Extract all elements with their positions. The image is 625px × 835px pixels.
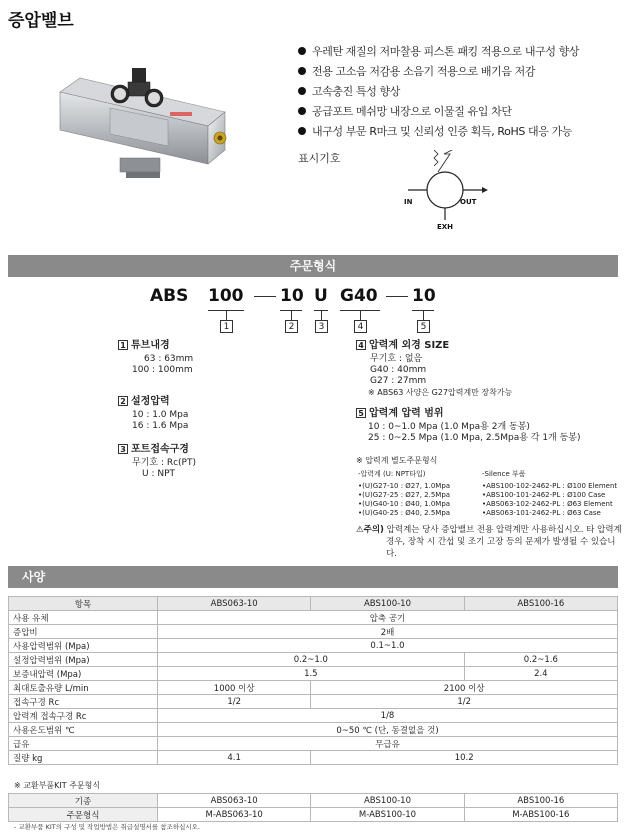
gauge-order-list: -압력계 (U: NPT타입) •(U)G27-10 : Ø27, 1.0Mpa •(U)G27-25 : Ø27, 2.5Mpa •(U)G40-10 : Ø40, 1.0Mpa •(U)G40-25 : Ø40, 2.5Mpa (358, 470, 451, 517)
spec-row-label: 질량 kg (9, 751, 158, 765)
spec-row-value: 4.1 (158, 751, 311, 765)
spec-row-value: 1/8 (158, 709, 618, 723)
spec-row-label: 압력계 접속구경 Rc (9, 709, 158, 723)
bullet-icon (298, 107, 306, 115)
spec-header-item: 항목 (9, 597, 158, 611)
spec-row-value: 2배 (158, 625, 618, 639)
kit-value: M-ABS100-16 (464, 808, 617, 822)
bullet-icon (298, 127, 306, 135)
spec-row-value: 무급유 (158, 737, 618, 751)
kit-table (8, 793, 618, 822)
gauge-separate-order: ※ 압력계 별도주문형식 (356, 456, 438, 465)
spec-row (9, 751, 618, 765)
spec-header-model: ABS100-16 (464, 597, 617, 611)
spec-row (9, 723, 618, 737)
spec-row-value: 0.2~1.6 (464, 653, 617, 667)
spec-row (9, 611, 618, 625)
spec-row (9, 695, 618, 709)
spec-row (9, 667, 618, 681)
order-code (150, 284, 480, 334)
kit-title: ※ 교환부품KIT 주문형식 (14, 781, 101, 790)
spec-header-model: ABS100-10 (311, 597, 464, 611)
order-number-box: 1 (220, 320, 233, 333)
order-dash (386, 296, 408, 297)
caution-icon: ⚠주의) (356, 525, 384, 535)
kit-header-item: 기종 (9, 794, 158, 808)
spec-section-header: 사양 (8, 566, 618, 588)
spec-row-label: 설정압력범위 (Mpa) (9, 653, 158, 667)
feature-item: 고속충진 특성 향상 (298, 82, 618, 102)
spec-pressure: 2 설정압력 10 : 1.0 Mpa 16 : 1.6 Mpa (118, 396, 188, 432)
bullet-icon (298, 87, 306, 95)
spec-row-label: 증압비 (9, 625, 158, 639)
spec-row-label: 보증내압력 (Mpa) (9, 667, 158, 681)
spec-row (9, 639, 618, 653)
symbol-out-label: OUT (460, 198, 477, 206)
order-code-tube: 100 (208, 286, 244, 306)
symbol-in-label: IN (404, 198, 413, 206)
order-number-box: 2 (285, 320, 298, 333)
kit-row-label: 주문형식 (9, 808, 158, 822)
order-number-box: 4 (354, 320, 367, 333)
spec-gauge-size: 4 압력계 외경 SIZE 무기호 : 없음 G40 : 40mm G27 : 27mm ※ ABS63 사양은 G27압력계만 장착가능 (356, 340, 512, 398)
bullet-icon (298, 67, 306, 75)
valve-symbol-icon (400, 150, 490, 230)
kit-value: M-ABS100-10 (311, 808, 464, 822)
kit-value: M-ABS063-10 (158, 808, 311, 822)
spec-tube: 1 튜브내경 63 : 63mm 100 : 100mm (118, 340, 193, 376)
booster-valve-image (50, 60, 250, 190)
spec-gauge-range: 5 압력계 압력 범위 10 : 0~1.0 Mpa (1.0 Mpa용 2개 동봉) 25 : 0~2.5 Mpa (1.0 Mpa, 2.5Mpa용 각 1개 동봉) (356, 408, 581, 444)
bullet-icon (298, 47, 306, 55)
symbol-exh-label: EXH (437, 223, 454, 230)
spec-row-value: 1/2 (158, 695, 311, 709)
spec-row-value: 0.1~1.0 (158, 639, 618, 653)
symbol-title: 표시기호 (298, 152, 341, 165)
feature-list (298, 42, 618, 142)
page-title: 증압밸브 (8, 11, 74, 31)
spec-row (9, 709, 618, 723)
spec-row-value: 2100 이상 (311, 681, 618, 695)
spec-row-label: 사용 유체 (9, 611, 158, 625)
spec-row (9, 737, 618, 751)
spec-row-label: 사용압력범위 (Mpa) (9, 639, 158, 653)
kit-header-model: ABS100-10 (311, 794, 464, 808)
spec-row (9, 681, 618, 695)
spec-table (8, 596, 618, 765)
order-code-range: 10 (412, 286, 436, 306)
order-number-box: 3 (315, 320, 328, 333)
caution-note: ⚠주의) 압력계는 당사 증압밸브 전용 압력계만 사용하십시오. 타 압력계 경우, 장착 시 간섭 및 조기 고장 등의 문제가 발생될 수 있습니다. (356, 525, 622, 559)
order-code-series: ABS (150, 286, 189, 306)
kit-header-model: ABS100-16 (464, 794, 617, 808)
spec-row-label: 사용온도범위 ℃ (9, 723, 158, 737)
feature-item: 공급포트 메쉬망 내장으로 이물질 유입 차단 (298, 102, 618, 122)
spec-row-label: 급유 (9, 737, 158, 751)
order-code-gauge: G40 (340, 286, 378, 306)
feature-item: 내구성 부문 R마크 및 신뢰성 인증 획득, RoHS 대응 가능 (298, 122, 618, 142)
kit-footnote: - 교환부품 KIT의 구성 및 작업방법은 취급설명서를 참조하십시오. (14, 823, 200, 831)
order-code-pressure: 10 (280, 286, 304, 306)
spec-row-value: 2.4 (464, 667, 617, 681)
spec-row-value: 1.5 (158, 667, 465, 681)
spec-row-value: 1/2 (311, 695, 618, 709)
spec-row (9, 625, 618, 639)
kit-header-model: ABS063-10 (158, 794, 311, 808)
order-number-box: 5 (417, 320, 430, 333)
spec-row-label: 접속구경 Rc (9, 695, 158, 709)
silence-parts-list: -Silence 부품 •ABS100-102-2462-PL : Ø100 Element •ABS100-101-2462-PL : Ø100 Case •ABS063-102-2462-PL : Ø63 Element •ABS063-101-2462-PL : Ø63 Case (482, 470, 618, 517)
feature-item: 우레탄 재질의 저마찰용 피스톤 패킹 적용으로 내구성 향상 (298, 42, 618, 62)
spec-row-value: 0.2~1.0 (158, 653, 465, 667)
spec-row-value: 0~50 ℃ (단, 동결없을 것) (158, 723, 618, 737)
spec-port: 3 포트접속구경 무기호 : Rc(PT) U : NPT (118, 444, 196, 480)
spec-row-value: 10.2 (311, 751, 618, 765)
feature-item: 전용 고소음 저감용 소음기 적용으로 배기음 저감 (298, 62, 618, 82)
spec-row-label: 최대토출유량 L/min (9, 681, 158, 695)
spec-row-value: 압축 공기 (158, 611, 618, 625)
spec-row (9, 653, 618, 667)
order-code-port: U (314, 286, 328, 306)
order-section-header: 주문형식 (8, 255, 618, 277)
order-dash (254, 296, 276, 297)
spec-row-value: 1000 이상 (158, 681, 311, 695)
spec-header-model: ABS063-10 (158, 597, 311, 611)
